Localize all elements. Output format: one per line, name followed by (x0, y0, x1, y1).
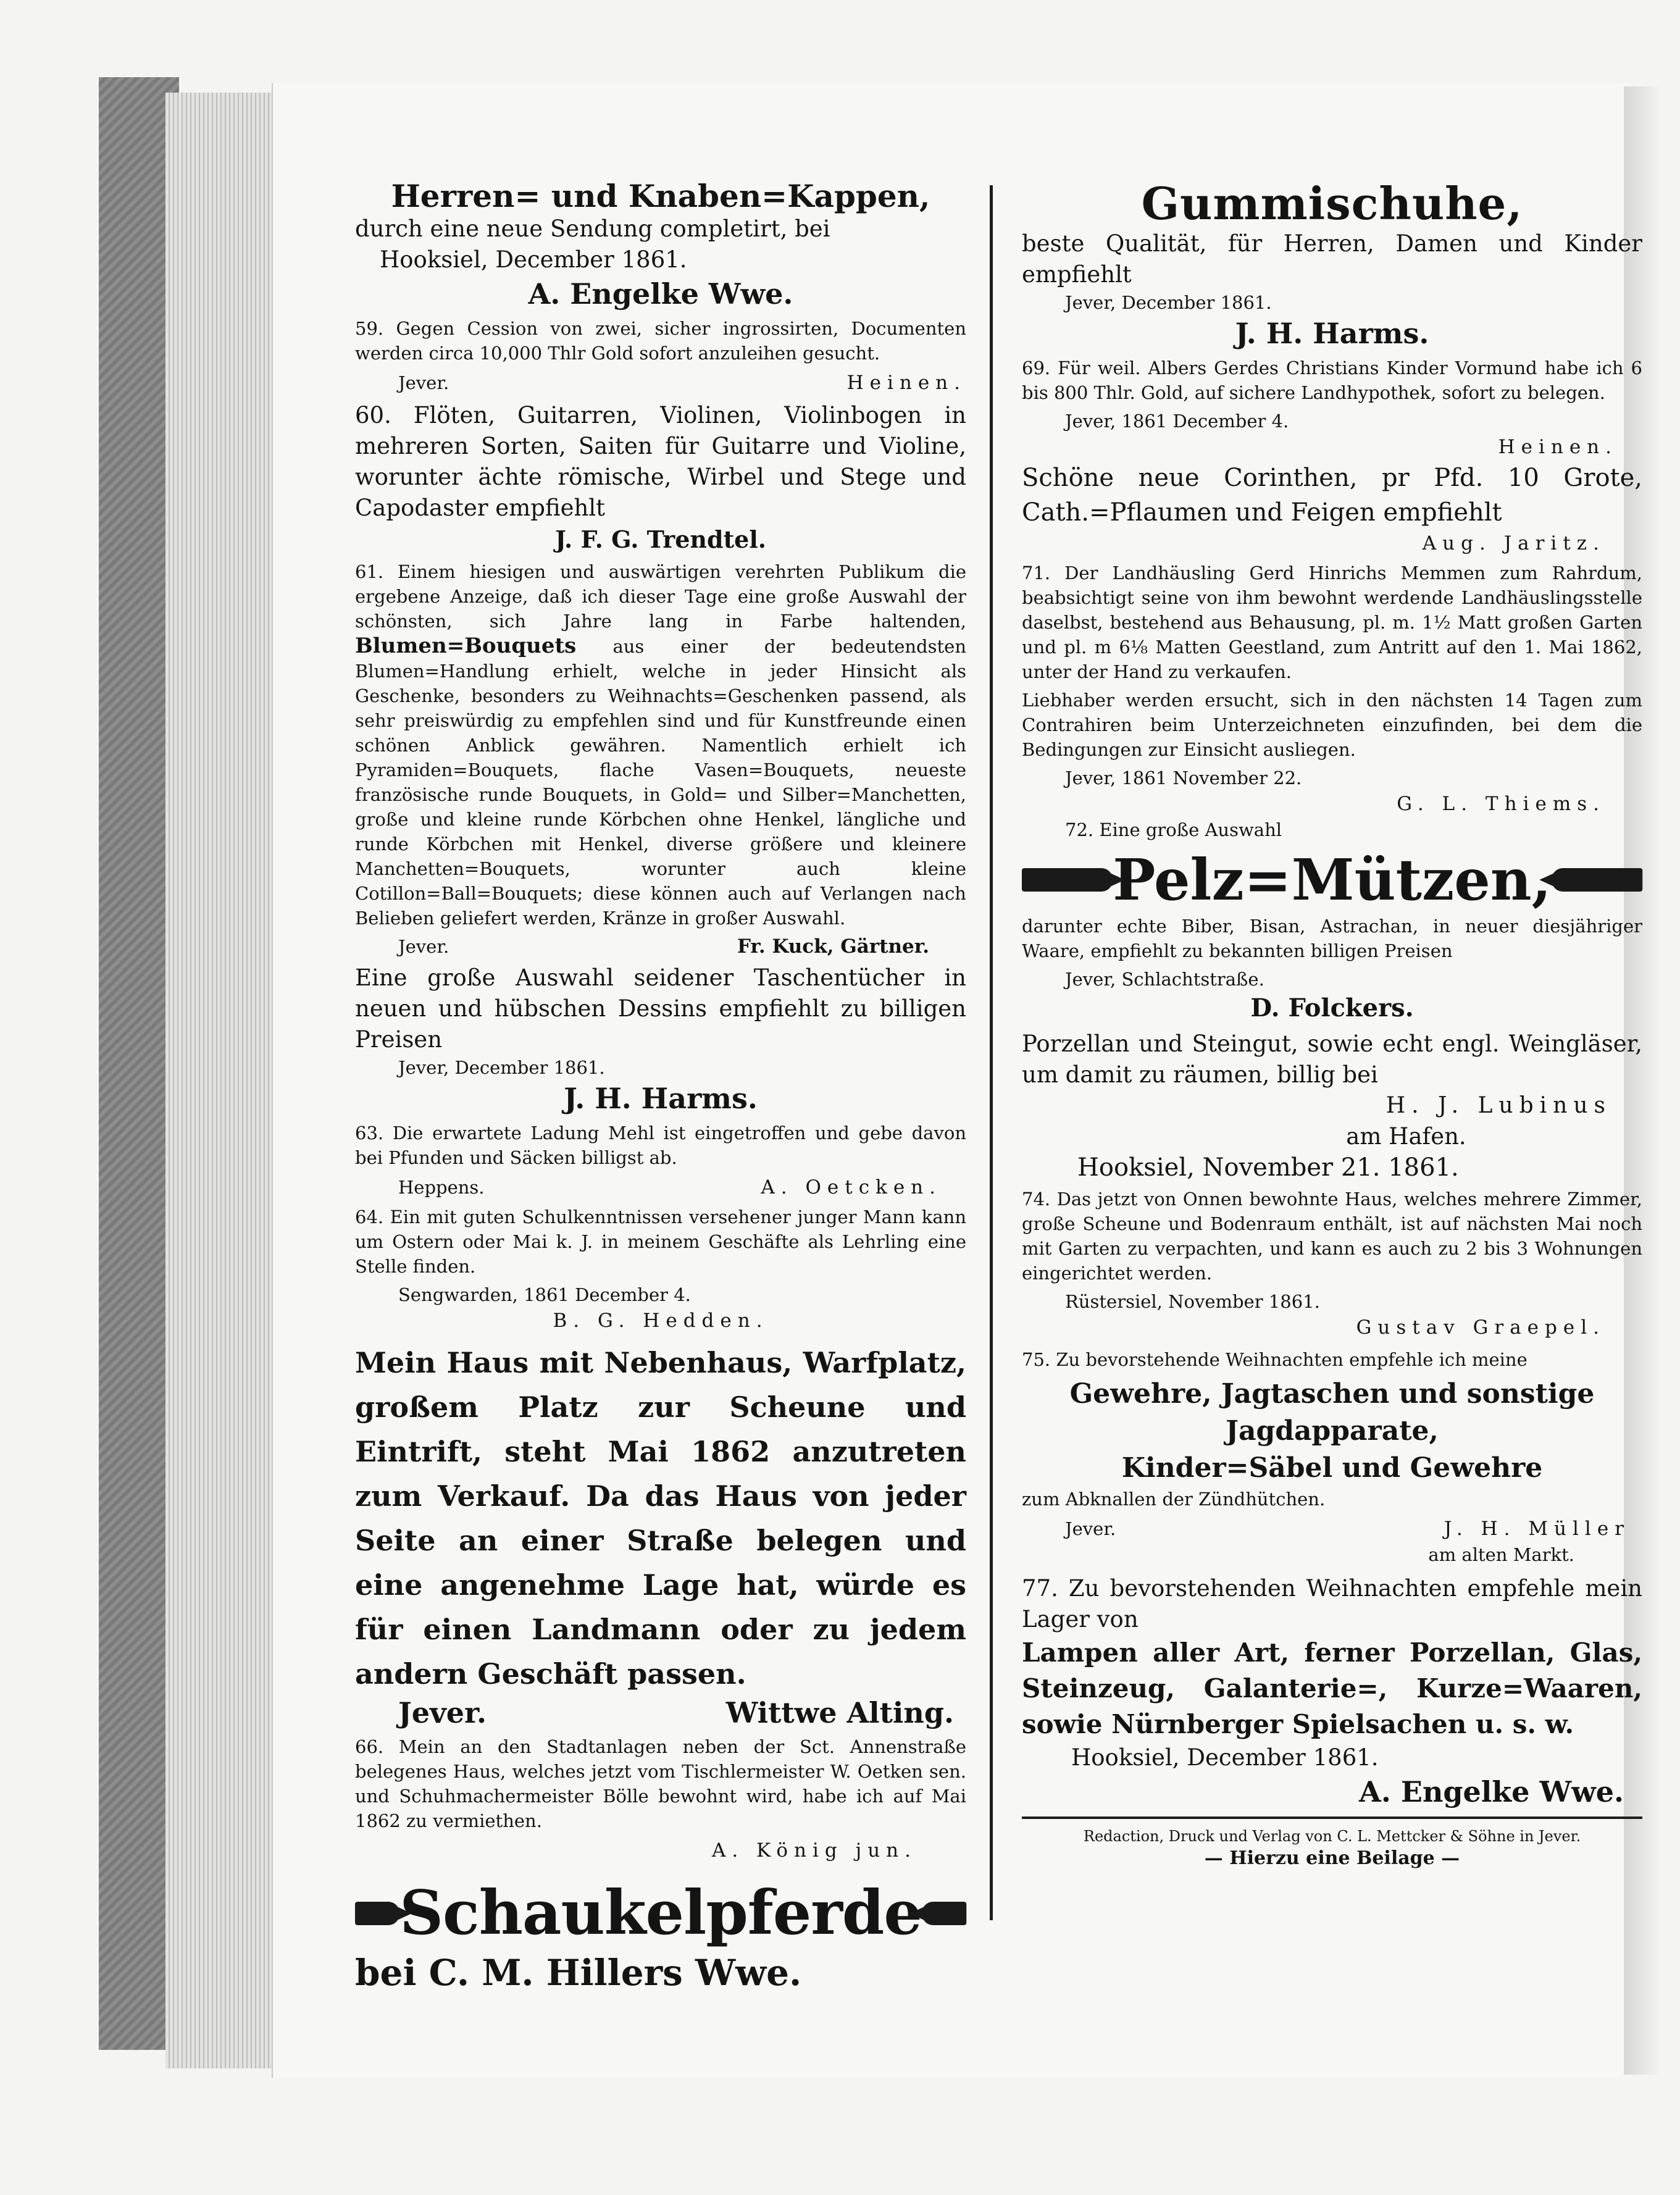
pointing-hand-left-icon (1552, 868, 1642, 892)
ad-71-place: Jever, 1861 November 22. (1065, 767, 1302, 788)
corinthen-signature: Aug. Jaritz. (1422, 532, 1605, 554)
ad-64-text: 64. Ein mit guten Schulkenntnissen versehener junger Mann kann um Ostern oder Mai k. J. in meinem Geschäfte als Lehrling eine Stelle finden. (355, 1206, 966, 1277)
book-page-edges (165, 93, 277, 2068)
imprint-line: Redaction, Druck und Verlag von C. L. Mettcker & Söhne in Jever. (1083, 1828, 1581, 1845)
ad-75-place: Jever. (1065, 1518, 1116, 1539)
kappen-signature: A. Engelke Wwe. (528, 277, 793, 311)
pelz-banner (1022, 846, 1642, 914)
ad-72-text: 72. Eine große Auswahl (1065, 819, 1282, 840)
ad-61-place: Jever. (398, 936, 449, 957)
gummischuhe-heading: Gummischuhe, (1141, 177, 1523, 230)
ad-63-place: Heppens. (398, 1177, 485, 1198)
ad-77-highlight: Lampen aller Art, ferner Porzellan, Glas, Steinzeug, Galanterie=, Kurze=Waaren, sowie Nürnberger Spielsachen u. s. w. (1022, 1637, 1642, 1739)
ad-69-place: Jever, 1861 December 4. (1065, 411, 1289, 432)
ad-71-text: 71. Der Landhäusling Gerd Hinrichs Memmen zum Rahrdum, beabsichtigt seine von ihm bewohnt werdende Landhäuslingsstelle daselbst, bestehend aus Behausung, pl. m. 1½ Matt großen Garten und pl. m 6⅛ Matten Geestland, zum Antritt auf den 1. Mai 1862, unter der Hand zu verkaufen. (1022, 562, 1642, 682)
ad-74-signature: Gustav Graepel. (1356, 1316, 1605, 1339)
ad-71-text-2: Liebhaber werden ersucht, sich in den nächsten 14 Tagen zum Contrahiren beim Unterzeichneten einzufinden, bei dem die Bedingungen zur Einsicht ausliegen. (1022, 690, 1642, 760)
porzellan-text: Porzellan und Steingut, sowie echt engl. Weingläser, um damit zu räumen, billig bei (1022, 1031, 1642, 1088)
tuecher-place: Jever, December 1861. (398, 1057, 605, 1078)
tuecher-signature: J. H. Harms. (564, 1082, 758, 1115)
ad-75-signature: J. H. Müller (1444, 1518, 1630, 1540)
kappen-body: durch eine neue Sendung completirt, bei (355, 215, 830, 242)
ad-59-place: Jever. (398, 372, 449, 393)
ad-61-footer (355, 934, 966, 959)
ad-77-signature: A. Engelke Wwe. (1359, 1775, 1624, 1808)
ad-59-footer (355, 369, 966, 396)
ad-61-highlight: Blumen=Bouquets (355, 633, 577, 658)
kinder-heading: Kinder=Säbel und Gewehre (1121, 1452, 1543, 1484)
porzellan-signature: H. J. Lubinus (1385, 1093, 1611, 1118)
corinthen-text: Schöne neue Corinthen, pr Pfd. 10 Grote, Cath.=Pflaumen und Feigen empfiehlt (1022, 464, 1642, 527)
right-column (1022, 179, 1642, 1870)
beilage-line: — Hierzu eine Beilage — (1204, 1847, 1460, 1869)
porzellan-place: Hooksiel, November 21. 1861. (1077, 1153, 1459, 1182)
ad-75-text: 75. Zu bevorstehende Weihnachten empfehle ich meine (1022, 1349, 1527, 1370)
hillers-signature: bei C. M. Hillers Wwe. (355, 1952, 802, 1994)
ad-60-text: 60. Flöten, Guitarren, Violinen, Violinbogen in mehreren Sorten, Saiten für Guitarre und Violine, worunter ächte römische, Wirbel und Stege und Capodaster empfiehlt (355, 402, 966, 521)
ad-61-intro: 61. Einem hiesigen und auswärtigen verehrten Publikum die ergebene Anzeige, daß ich dieser Tage eine große Auswahl der schönsten, sich Jahre lang in Farbe haltenden, (355, 561, 966, 632)
tuecher-text: Eine große Auswahl seidener Taschentücher in neuen und hübschen Dessins empfiehlt zu billigen Preisen (355, 964, 966, 1053)
pointing-hand-right-icon (1022, 868, 1113, 892)
ad-60-signature: J. F. G. Trendtel. (555, 525, 766, 553)
ad-77-place: Hooksiel, December 1861. (1071, 1744, 1379, 1771)
ad-75-address: am alten Markt. (1428, 1544, 1574, 1565)
pointing-hand-left-icon (922, 1902, 966, 1925)
pelz-place: Jever, Schlachtstraße. (1065, 969, 1264, 990)
pelz-body: darunter echte Biber, Bisan, Astrachan, in neuer diesjähriger Waare, empfiehlt zu bekannten billigen Preisen (1022, 916, 1642, 961)
ad-66-text: 66. Mein an den Stadtanlagen neben der Sct. Annenstraße belegenes Haus, welches jetzt vom Tischlermeister W. Oetken sen. und Schuhmachermeister Bölle bewohnt wird, habe ich auf Mai 1862 zu vermiethen. (355, 1736, 966, 1831)
ad-59-text: 59. Gegen Cession von zwei, sicher ingrossirten, Documenten werden circa 10,000 Thlr Gold sofort anzuleihen gesucht. (355, 318, 966, 364)
ad-61-rest: aus einer der bedeutendsten Blumen=Handlung erhielt, welche in jeder Hinsicht als Geschenke, besonders zu Weihnachts=Geschenken passend, als sehr preiswürdig zu empfehlen sind und für Kunstfreunde einen schönen Anblick gewähren. Namentlich erhielt ich Pyramiden=Bouquets, flache Vasen=Bouquets, neueste französische runde Bouquets, in Gold= und Silber=Manchetten, große und kleine runde Körbchen ohne Henkel, längliche und runde Körbchen mit Henkel, diverse größere und kleinere Manchetten=Bouquets, worunter auch kleine Cotillon=Ball=Bouquets; diese können auch auf Verlangen nach Belieben geliefert werden, Kränze in großer Auswahl. (355, 636, 966, 929)
ad-63-signature: A. Oetcken. (761, 1176, 942, 1198)
schaukelpferde-banner (355, 1876, 966, 1950)
gummischuhe-place: Jever, December 1861. (1065, 292, 1272, 313)
ad-69-signature: Heinen. (1498, 436, 1618, 458)
ad-75-tail: zum Abknallen der Zündhütchen. (1022, 1489, 1326, 1510)
left-column (355, 179, 966, 1995)
ad-61-signature: Fr. Kuck, Gärtner. (737, 935, 929, 958)
kappen-heading: Herren= und Knaben=Kappen, (391, 178, 930, 214)
ad-64-place: Sengwarden, 1861 December 4. (398, 1284, 691, 1305)
ad-66-signature: A. König jun. (711, 1839, 917, 1862)
gummischuhe-signature: J. H. Harms. (1235, 317, 1429, 350)
porzellan-address: am Hafen. (1346, 1123, 1466, 1150)
schaukelpferde-heading: Schaukelpferde (399, 1878, 922, 1949)
ad-59-signature: Heinen. (846, 372, 966, 394)
ad-74-text: 74. Das jetzt von Onnen bewohnte Haus, welches mehrere Zimmer, große Scheune und Bodenraum enthält, ist auf nächsten Mai noch mit Garten zu verpachten, und kann es auch zu 2 bis 3 Wohnungen eingerichtet werden. (1022, 1189, 1642, 1284)
pelz-heading: Pelz=Mützen, (1113, 847, 1552, 913)
ad-74-place: Rüstersiel, November 1861. (1065, 1291, 1320, 1312)
haus-footer (355, 1696, 966, 1729)
ad-61-text (355, 559, 966, 930)
ad-77-text: 77. Zu bevorstehenden Weihnachten empfehle mein Lager von (1022, 1575, 1642, 1633)
haus-place: Jever. (398, 1696, 487, 1729)
gewehre-heading: Gewehre, Jagtaschen und sonstige Jagdapparate, (1069, 1378, 1595, 1447)
ad-71-signature: G. L. Thiems. (1397, 793, 1605, 815)
column-divider (990, 185, 993, 1920)
footer-rule (1022, 1817, 1642, 1819)
pelz-signature: D. Folckers. (1250, 993, 1414, 1022)
haus-text: Mein Haus mit Nebenhaus, Warfplatz, großem Platz zur Scheune und Eintrift, steht Mai 1862 anzutreten zum Verkauf. Da das Haus von jeder Seite an einer Straße belegen und eine angenehme Lage hat, würde es für einen Landmann oder zu jedem andern Geschäft passen. (355, 1346, 966, 1691)
ad-63-text: 63. Die erwartete Ladung Mehl ist eingetroffen und gebe davon bei Pfunden und Säcken billigst ab. (355, 1123, 966, 1168)
kappen-place: Hooksiel, December 1861. (380, 246, 687, 273)
ad-69-text: 69. Für weil. Albers Gerdes Christians Kinder Vormund habe ich 6 bis 800 Thlr. Gold, auf sichere Landhypothek, sofort zu belegen. (1022, 357, 1642, 403)
ad-64-signature: B. G. Hedden. (553, 1310, 769, 1332)
ad-75-footer (1022, 1515, 1642, 1542)
haus-signature: Wittwe Alting. (725, 1696, 954, 1729)
ad-63-footer (355, 1174, 966, 1201)
gummischuhe-body: beste Qualität, für Herren, Damen und Kinder empfiehlt (1022, 230, 1642, 288)
pointing-hand-right-icon (355, 1902, 399, 1925)
